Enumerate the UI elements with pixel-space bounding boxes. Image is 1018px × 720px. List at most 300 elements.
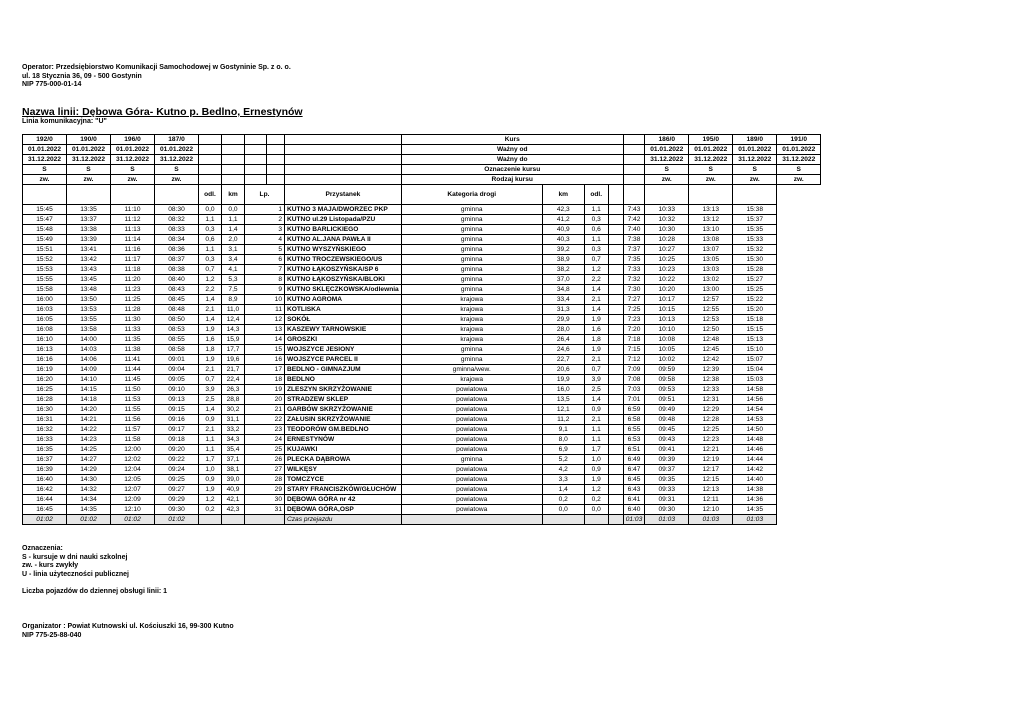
time-cell: 08:45: [155, 295, 199, 305]
distance-cell: 2,5: [584, 385, 608, 395]
distance-cell: 1,0: [584, 455, 608, 465]
time-cell: 08:55: [155, 335, 199, 345]
time-cell: 14:40: [733, 475, 777, 485]
stop-row: [23, 405, 821, 415]
empty-cell: [608, 185, 623, 205]
time-cell: 6:41: [623, 495, 645, 505]
lp-cell: 21: [245, 405, 285, 415]
distance-cell: 1,2: [584, 265, 608, 275]
time-cell: 12:17: [689, 465, 733, 475]
empty-cell: [67, 185, 111, 205]
organizer-nip: NIP 775-25-88-040: [22, 631, 82, 639]
time-cell: 09:27: [155, 485, 199, 495]
line-type: Linia komunikacyjna: "U": [22, 118, 107, 125]
road-category: krajowa: [401, 295, 542, 305]
empty-cell: [608, 295, 623, 305]
stop-row: [23, 505, 821, 515]
time-cell: 14:20: [67, 405, 111, 415]
time-cell: 14:06: [67, 355, 111, 365]
time-cell: 11:17: [111, 255, 155, 265]
km-cell: 16,0: [542, 385, 584, 395]
row-label: Rodzaj kursu: [401, 175, 623, 185]
time-cell: 09:51: [645, 395, 689, 405]
time-cell: 09:45: [645, 425, 689, 435]
operator-name: Operator: Przedsiębiorstwo Komunikacji Samochodowej w Gostyninie Sp. z o. o.: [22, 64, 291, 71]
time-cell: 15:04: [733, 365, 777, 375]
empty-cell: [608, 305, 623, 315]
time-cell: 14:15: [67, 385, 111, 395]
distance-cell: 1,2: [584, 485, 608, 495]
time-cell: 12:38: [689, 375, 733, 385]
time-cell: 11:16: [111, 245, 155, 255]
road-category: powiatowa: [401, 505, 542, 515]
time-cell: 13:48: [67, 285, 111, 295]
km-cell: 35,4: [222, 445, 245, 455]
time-cell: 7:18: [623, 335, 645, 345]
header-stop: Przystanek: [285, 185, 402, 205]
road-category: powiatowa: [401, 485, 542, 495]
time-cell: 12:21: [689, 445, 733, 455]
road-category: powiatowa: [401, 405, 542, 415]
lp-cell: 9: [245, 285, 285, 295]
distance-cell: 0,0: [584, 505, 608, 515]
time-cell: 7:32: [623, 275, 645, 285]
time-cell: 09:20: [155, 445, 199, 455]
empty-cell: [199, 175, 222, 185]
empty-cell: [608, 355, 623, 365]
course-cell: 189/0: [733, 135, 777, 145]
km-cell: 11,0: [222, 305, 245, 315]
lp-cell: 28: [245, 475, 285, 485]
duration-label: Czas przejazdu: [285, 515, 402, 525]
empty-cell: [584, 515, 608, 525]
time-cell: 7:09: [623, 365, 645, 375]
km-cell: 1,4: [542, 485, 584, 495]
km-cell: 8,0: [542, 435, 584, 445]
time-cell: 10:10: [645, 325, 689, 335]
empty-cell: [222, 155, 245, 165]
time-cell: 7:33: [623, 265, 645, 275]
empty-cell: [222, 515, 245, 525]
row-kind: [23, 175, 821, 185]
distance-cell: 0,9: [199, 475, 222, 485]
time-cell: 15:49: [23, 235, 67, 245]
time-cell: 13:03: [689, 265, 733, 275]
time-cell: 6:59: [623, 405, 645, 415]
km-cell: 40,9: [222, 485, 245, 495]
distance-cell: 1,4: [199, 405, 222, 415]
km-cell: 5,3: [222, 275, 245, 285]
time-cell: 16:25: [23, 385, 67, 395]
km-cell: 22,7: [542, 355, 584, 365]
time-cell: 10:15: [645, 305, 689, 315]
km-cell: 11,2: [542, 415, 584, 425]
distance-cell: 1,9: [584, 475, 608, 485]
distance-cell: 0,7: [199, 375, 222, 385]
time-cell: 14:44: [733, 455, 777, 465]
course-cell: zw.: [155, 175, 199, 185]
time-cell: 11:35: [111, 335, 155, 345]
empty-cell: [245, 165, 267, 175]
time-cell: 14:09: [67, 365, 111, 375]
time-cell: 6:49: [623, 455, 645, 465]
course-cell: S: [155, 165, 199, 175]
time-cell: 15:45: [23, 205, 67, 215]
distance-cell: 1,4: [584, 305, 608, 315]
km-cell: 31,1: [222, 415, 245, 425]
empty-cell: [199, 145, 222, 155]
time-cell: 12:25: [689, 425, 733, 435]
operator-nip: NIP 775-000-01-14: [22, 81, 82, 88]
course-cell: 01.01.2022: [155, 145, 199, 155]
time-cell: 11:45: [111, 375, 155, 385]
time-cell: 12:42: [689, 355, 733, 365]
time-cell: 13:12: [689, 215, 733, 225]
km-cell: 26,3: [222, 385, 245, 395]
road-category: krajowa: [401, 325, 542, 335]
empty-cell: [608, 325, 623, 335]
km-cell: 13,5: [542, 395, 584, 405]
distance-cell: 1,4: [584, 285, 608, 295]
course-cell: 191/0: [777, 135, 821, 145]
km-cell: 17,7: [222, 345, 245, 355]
empty-cell: [608, 255, 623, 265]
km-cell: 1,4: [222, 225, 245, 235]
operator-block: [22, 64, 291, 90]
time-cell: 11:25: [111, 295, 155, 305]
time-cell: 09:15: [155, 405, 199, 415]
time-cell: 14:46: [733, 445, 777, 455]
stop-name: ZAŁUSIN SKRZYŻOWANIE: [285, 415, 402, 425]
time-cell: 15:10: [733, 345, 777, 355]
km-cell: 6,9: [542, 445, 584, 455]
stop-name: STARY FRANCISZKÓW/GŁUCHÓW: [285, 485, 402, 495]
lp-cell: 4: [245, 235, 285, 245]
time-cell: 16:19: [23, 365, 67, 375]
lp-cell: 17: [245, 365, 285, 375]
empty-cell: [267, 175, 285, 185]
empty-cell: [267, 135, 285, 145]
empty-cell: [608, 395, 623, 405]
time-cell: 6:55: [623, 425, 645, 435]
time-cell: 11:30: [111, 315, 155, 325]
duration-cell: 01:02: [67, 515, 111, 525]
time-cell: 10:27: [645, 245, 689, 255]
empty-cell: [267, 165, 285, 175]
time-cell: 12:50: [689, 325, 733, 335]
time-cell: 15:15: [733, 325, 777, 335]
stop-row: [23, 445, 821, 455]
empty-cell: [608, 475, 623, 485]
road-category: powiatowa: [401, 445, 542, 455]
stop-row: [23, 365, 821, 375]
distance-cell: 2,1: [584, 295, 608, 305]
distance-cell: 1,7: [584, 445, 608, 455]
distance-cell: 1,1: [199, 435, 222, 445]
time-cell: 7:42: [623, 215, 645, 225]
time-cell: 14:42: [733, 465, 777, 475]
time-cell: 11:13: [111, 225, 155, 235]
road-category: gminna: [401, 215, 542, 225]
time-cell: 11:10: [111, 205, 155, 215]
time-cell: 13:05: [689, 255, 733, 265]
timetable: [22, 134, 821, 525]
time-cell: 15:03: [733, 375, 777, 385]
time-cell: 11:44: [111, 365, 155, 375]
time-cell: 13:10: [689, 225, 733, 235]
distance-cell: 0,7: [584, 365, 608, 375]
stop-row: [23, 485, 821, 495]
lp-cell: 8: [245, 275, 285, 285]
course-cell: 31.12.2022: [67, 155, 111, 165]
road-category: gminna: [401, 255, 542, 265]
time-cell: 16:39: [23, 465, 67, 475]
time-cell: 14:22: [67, 425, 111, 435]
course-cell: S: [645, 165, 689, 175]
empty-cell: [245, 175, 267, 185]
road-category: powiatowa: [401, 465, 542, 475]
stop-name: KUJAWKI: [285, 445, 402, 455]
empty-cell: [608, 345, 623, 355]
distance-cell: 0,9: [199, 415, 222, 425]
time-cell: 09:48: [645, 415, 689, 425]
km-cell: 20,6: [542, 365, 584, 375]
km-cell: 8,9: [222, 295, 245, 305]
time-cell: 14:18: [67, 395, 111, 405]
time-cell: 15:27: [733, 275, 777, 285]
road-category: powiatowa: [401, 495, 542, 505]
stop-row: [23, 425, 821, 435]
course-cell: S: [67, 165, 111, 175]
time-cell: 6:40: [623, 505, 645, 515]
distance-cell: 2,1: [199, 365, 222, 375]
course-cell: 187/0: [155, 135, 199, 145]
road-category: krajowa: [401, 335, 542, 345]
distance-cell: 2,2: [199, 285, 222, 295]
vehicle-count: Liczba pojazdów do dziennej obsługi linii: 1: [22, 588, 168, 595]
time-cell: 13:02: [689, 275, 733, 285]
duration-cell: 01:03: [645, 515, 689, 525]
course-cell: 195/0: [689, 135, 733, 145]
km-cell: 5,2: [542, 455, 584, 465]
stop-name: BEDLNO: [285, 375, 402, 385]
time-cell: 14:36: [733, 495, 777, 505]
time-cell: 09:17: [155, 425, 199, 435]
course-cell: 01.01.2022: [689, 145, 733, 155]
stop-row: [23, 455, 821, 465]
empty-cell: [608, 405, 623, 415]
stop-row: [23, 355, 821, 365]
time-cell: 12:57: [689, 295, 733, 305]
distance-cell: 1,9: [199, 355, 222, 365]
empty-cell: [608, 435, 623, 445]
distance-cell: 0,3: [584, 215, 608, 225]
line-title: Nazwa linii: Dębowa Góra- Kutno p. Bedlno, Ernestynów: [22, 106, 303, 118]
time-cell: 14:03: [67, 345, 111, 355]
time-cell: 14:38: [733, 485, 777, 495]
row-valid-from: [23, 145, 821, 155]
road-category: gminna: [401, 275, 542, 285]
km-cell: 39,0: [222, 475, 245, 485]
road-category: gminna/wew.: [401, 365, 542, 375]
time-cell: 11:58: [111, 435, 155, 445]
time-cell: 13:35: [67, 205, 111, 215]
distance-cell: 1,7: [199, 455, 222, 465]
empty-cell: [111, 185, 155, 205]
time-cell: 08:53: [155, 325, 199, 335]
time-cell: 10:28: [645, 235, 689, 245]
empty-cell: [285, 155, 402, 165]
course-cell: 31.12.2022: [23, 155, 67, 165]
empty-cell: [245, 155, 267, 165]
legend-item: zw. - kurs zwykły: [22, 562, 79, 570]
time-cell: 12:29: [689, 405, 733, 415]
empty-cell: [608, 415, 623, 425]
course-cell: 31.12.2022: [689, 155, 733, 165]
road-category: powiatowa: [401, 395, 542, 405]
time-cell: 16:03: [23, 305, 67, 315]
km-cell: 9,1: [542, 425, 584, 435]
empty-cell: [608, 335, 623, 345]
empty-cell: [199, 515, 222, 525]
time-cell: 10:30: [645, 225, 689, 235]
time-cell: 09:41: [645, 445, 689, 455]
stop-row: [23, 215, 821, 225]
km-cell: 41,2: [542, 215, 584, 225]
distance-cell: 1,4: [199, 315, 222, 325]
course-cell: zw.: [777, 175, 821, 185]
header-odl2: odl.: [584, 185, 608, 205]
lp-cell: 31: [245, 505, 285, 515]
time-cell: 10:22: [645, 275, 689, 285]
road-category: powiatowa: [401, 475, 542, 485]
distance-cell: 0,9: [584, 405, 608, 415]
time-cell: 13:00: [689, 285, 733, 295]
time-cell: 11:23: [111, 285, 155, 295]
distance-cell: 1,8: [199, 345, 222, 355]
stop-name: KUTNO SKLĘCZKOWSKA/odlewnia: [285, 285, 402, 295]
stop-name: TEODORÓW GM.BEDLNO: [285, 425, 402, 435]
time-cell: 10:08: [645, 335, 689, 345]
km-cell: 34,8: [542, 285, 584, 295]
time-cell: 14:25: [67, 445, 111, 455]
empty-cell: [608, 365, 623, 375]
km-cell: 3,1: [222, 245, 245, 255]
empty-cell: [608, 285, 623, 295]
km-cell: 26,4: [542, 335, 584, 345]
empty-cell: [222, 175, 245, 185]
road-category: gminna: [401, 285, 542, 295]
time-cell: 11:56: [111, 415, 155, 425]
stop-name: BEDLNO - GIMNAZJUM: [285, 365, 402, 375]
course-cell: zw.: [111, 175, 155, 185]
time-cell: 11:33: [111, 325, 155, 335]
time-cell: 6:47: [623, 465, 645, 475]
time-cell: 09:01: [155, 355, 199, 365]
empty-cell: [285, 145, 402, 155]
time-cell: 7:01: [623, 395, 645, 405]
stop-row: [23, 285, 821, 295]
km-cell: 2,0: [222, 235, 245, 245]
time-cell: 10:25: [645, 255, 689, 265]
time-cell: 16:08: [23, 325, 67, 335]
stop-name: KUTNO BARLICKIEGO: [285, 225, 402, 235]
stop-name: TOMCZYCE: [285, 475, 402, 485]
lp-cell: 23: [245, 425, 285, 435]
stop-row: [23, 265, 821, 275]
stop-row: [23, 385, 821, 395]
km-cell: 24,6: [542, 345, 584, 355]
time-cell: 7:27: [623, 295, 645, 305]
time-cell: 14:53: [733, 415, 777, 425]
stop-row: [23, 415, 821, 425]
lp-cell: 3: [245, 225, 285, 235]
distance-cell: 2,1: [199, 425, 222, 435]
time-cell: 13:39: [67, 235, 111, 245]
time-cell: 09:58: [645, 375, 689, 385]
distance-cell: 1,9: [199, 485, 222, 495]
stop-row: [23, 475, 821, 485]
empty-cell: [608, 375, 623, 385]
lp-cell: 26: [245, 455, 285, 465]
time-cell: 7:37: [623, 245, 645, 255]
lp-cell: 6: [245, 255, 285, 265]
km-cell: 14,3: [222, 325, 245, 335]
time-cell: 12:15: [689, 475, 733, 485]
row-courses: [23, 135, 821, 145]
time-cell: 14:54: [733, 405, 777, 415]
time-cell: 08:58: [155, 345, 199, 355]
operator-address: ul. 18 Stycznia 36, 09 - 500 Gostynin: [22, 72, 142, 80]
time-cell: 12:07: [111, 485, 155, 495]
km-cell: 7,5: [222, 285, 245, 295]
distance-cell: 0,7: [584, 255, 608, 265]
distance-cell: 1,6: [199, 335, 222, 345]
time-cell: 11:14: [111, 235, 155, 245]
lp-cell: 10: [245, 295, 285, 305]
time-cell: 16:16: [23, 355, 67, 365]
road-category: krajowa: [401, 305, 542, 315]
time-cell: 7:40: [623, 225, 645, 235]
stop-row: [23, 345, 821, 355]
distance-cell: 1,2: [199, 495, 222, 505]
empty-cell: [608, 215, 623, 225]
time-cell: 13:08: [689, 235, 733, 245]
organizer-name: Organizator : Powiat Kutnowski ul. Kościuszki 16, 99-300 Kutno: [22, 623, 234, 630]
lp-cell: 2: [245, 215, 285, 225]
time-cell: 11:41: [111, 355, 155, 365]
stop-name: ZLESZYN SKRZYŻOWANIE: [285, 385, 402, 395]
empty-cell: [608, 205, 623, 215]
course-cell: 31.12.2022: [111, 155, 155, 165]
time-cell: 08:50: [155, 315, 199, 325]
stop-row: [23, 245, 821, 255]
road-category: powiatowa: [401, 415, 542, 425]
stop-name: GROSZKI: [285, 335, 402, 345]
time-cell: 13:45: [67, 275, 111, 285]
road-category: gminna: [401, 245, 542, 255]
duration-cell: 01:02: [155, 515, 199, 525]
time-cell: 11:18: [111, 265, 155, 275]
time-cell: 12:48: [689, 335, 733, 345]
empty-cell: [623, 165, 645, 175]
row-label: Kurs: [401, 135, 623, 145]
km-cell: 28,8: [222, 395, 245, 405]
time-cell: 12:53: [689, 315, 733, 325]
time-cell: 15:18: [733, 315, 777, 325]
time-cell: 12:23: [689, 435, 733, 445]
course-cell: S: [733, 165, 777, 175]
